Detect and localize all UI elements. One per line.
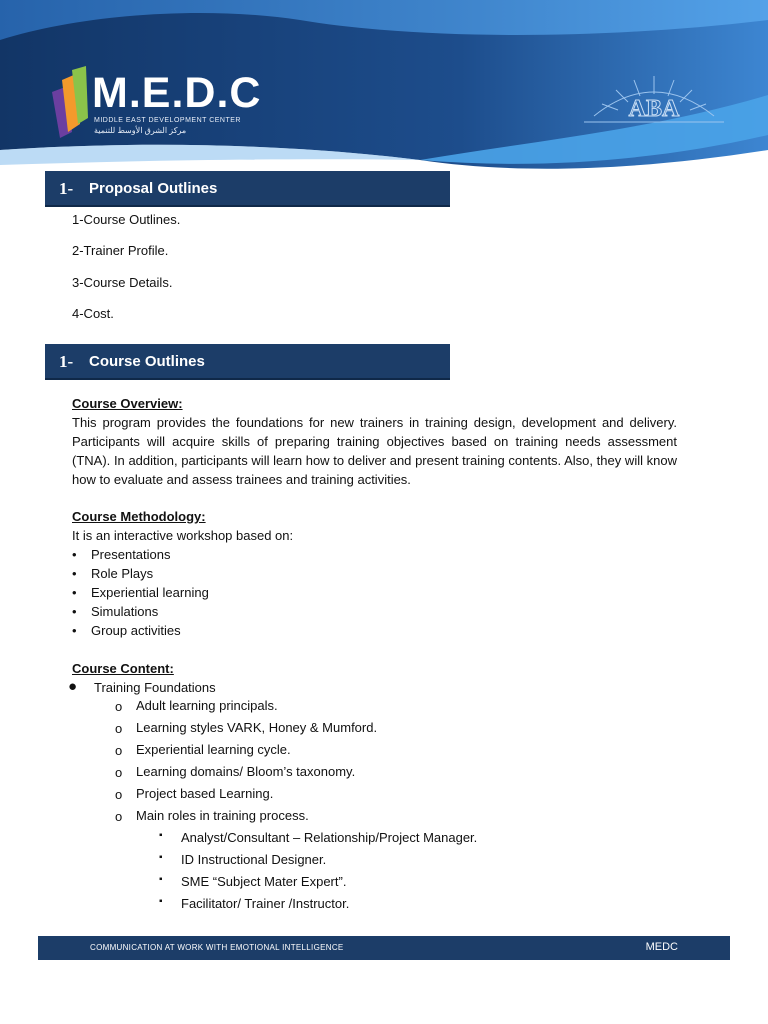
- section-number: 1-: [59, 352, 74, 371]
- role-item: Analyst/Consultant – Relationship/Project Manager.: [181, 830, 478, 845]
- bullet-square: ▪: [159, 830, 163, 841]
- outline-item: 3-Course Details.: [72, 275, 173, 290]
- aba-logo-text: ABA: [628, 96, 680, 122]
- role-item: Facilitator/ Trainer /Instructor.: [181, 896, 350, 911]
- bullet-dot: ●: [68, 678, 78, 695]
- methodology-item: Simulations: [91, 604, 159, 619]
- outline-item: 2-Trainer Profile.: [72, 243, 169, 258]
- bullet-circle: o: [115, 721, 123, 736]
- overview-paragraph: This program provides the foundations for new trainers in training design, development and delivery. Participants will acquire skills of preparing training objectives based on training needs assessment (TNA). In addition, participants will learn how to deliver and present training contents. Also, they will know how to evaluate and assess trainees and training activities.: [72, 415, 677, 487]
- section-bar-proposal: [45, 171, 450, 205]
- section-title: Course Outlines: [89, 353, 205, 370]
- bullet-square: ▪: [159, 874, 163, 885]
- logo-text: M.E.D.C: [92, 69, 262, 117]
- methodology-intro: It is an interactive workshop based on:: [72, 528, 294, 543]
- page-footer: [38, 936, 730, 960]
- bullet-dot: •: [72, 547, 77, 562]
- bullet-circle: o: [115, 699, 123, 714]
- logo-subtitle: MIDDLE EAST DEVELOPMENT CENTER: [94, 117, 241, 124]
- content-subitem: Learning domains/ Bloom’s taxonomy.: [136, 764, 356, 779]
- overview-heading: Course Overview:: [72, 396, 183, 411]
- content-subitem: Main roles in training process.: [136, 808, 309, 823]
- bullet-square: ▪: [159, 896, 163, 907]
- content-subitem: Learning styles VARK, Honey & Mumford.: [136, 720, 378, 735]
- methodology-item: Role Plays: [91, 566, 154, 581]
- content-topic: Training Foundations: [94, 680, 216, 695]
- section-bar-course: [45, 344, 450, 378]
- footer-brand: MEDC: [645, 941, 678, 953]
- content-subitem: Adult learning principals.: [136, 698, 278, 713]
- bullet-square: ▪: [159, 852, 163, 863]
- aba-logo-icon: [574, 70, 734, 142]
- bullet-dot: •: [72, 585, 77, 600]
- outline-item: 4-Cost.: [72, 306, 114, 321]
- bullet-circle: o: [115, 743, 123, 758]
- bullet-dot: •: [72, 623, 77, 638]
- methodology-item: Group activities: [91, 623, 181, 638]
- bullet-dot: •: [72, 566, 77, 581]
- role-item: ID Instructional Designer.: [181, 852, 327, 867]
- content-subitem: Experiential learning cycle.: [136, 742, 291, 757]
- methodology-item: Presentations: [91, 547, 171, 562]
- bullet-circle: o: [115, 787, 123, 802]
- role-item: SME “Subject Mater Expert”.: [181, 874, 347, 889]
- bullet-dot: •: [72, 604, 77, 619]
- section-title: Proposal Outlines: [89, 180, 218, 197]
- section-number: 1-: [59, 179, 74, 198]
- bullet-circle: o: [115, 809, 123, 824]
- content-subitem: Project based Learning.: [136, 786, 274, 801]
- footer-course-title: COMMUNICATION AT WORK WITH EMOTIONAL INTELLIGENCE: [90, 943, 344, 952]
- methodology-item: Experiential learning: [91, 585, 209, 600]
- bullet-circle: o: [115, 765, 123, 780]
- logo-arabic: مركز الشرق الأوسط للتنمية: [94, 126, 187, 135]
- outline-item: 1-Course Outlines.: [72, 212, 181, 227]
- content-heading: Course Content:: [72, 661, 174, 676]
- methodology-heading: Course Methodology:: [72, 509, 206, 524]
